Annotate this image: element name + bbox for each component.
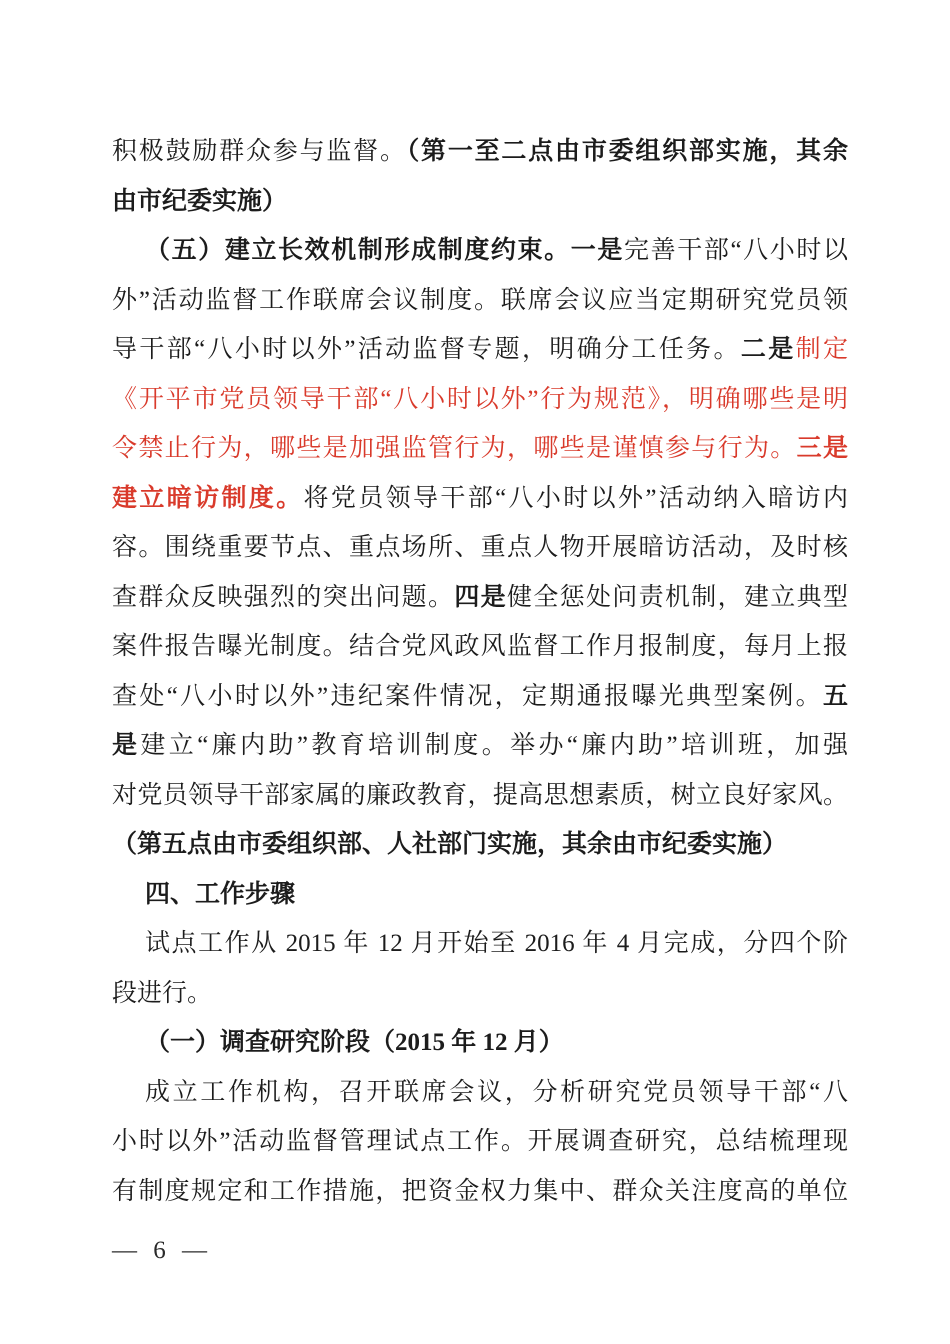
- text-line: [112, 474, 848, 524]
- text-segment: 建立暗访制度。: [112, 484, 304, 512]
- text-segment: 查处“八小时以外”违纪案件情况，定期通报曝光典型案例。: [112, 682, 823, 710]
- text-segment: 小时以外”活动监督管理试点工作。开展调查研究，总结梳理现: [112, 1128, 848, 1155]
- text-segment: 完善干部“八小时以: [624, 237, 848, 264]
- text-segment: 试点工作从 2015 年 12 月开始至 2016 年 4 月完成，分四个阶: [145, 930, 848, 957]
- text-segment: 四、工作步骤: [145, 880, 296, 908]
- text-segment: （第一至二点由市委组织部实施，其余: [406, 137, 848, 165]
- text-line: [112, 127, 848, 177]
- text-segment: 《开平市党员领导干部“八小时以外”行为规范》，明确哪些是明: [112, 385, 848, 413]
- text-segment: 建立“廉内助”教育培训制度。举办“廉内助”培训班，加强: [140, 732, 848, 759]
- text-line: [112, 177, 848, 227]
- text-line: [112, 573, 848, 623]
- text-segment: 成立工作机构，召开联席会议，分析研究党员领导干部“八: [145, 1078, 848, 1106]
- text-line: [112, 622, 848, 672]
- text-segment: 四是: [454, 582, 507, 611]
- text-segment: 一是: [570, 236, 624, 264]
- text-line: [112, 1068, 848, 1118]
- text-segment: 将党员领导干部“八小时以外”活动纳入暗访内: [303, 484, 848, 512]
- text-line: [112, 771, 848, 821]
- text-segment: （第五点由市委组织部、人社部门实施，其余由市纪委实施）: [112, 830, 788, 858]
- text-segment: 积极鼓励群众参与监督。: [112, 138, 407, 165]
- text-segment: 外”活动监督工作联席会议制度。联席会议应当定期研究党员领: [112, 286, 848, 314]
- text-segment: 有制度规定和工作措施，把资金权力集中、群众关注度高的单位: [112, 1177, 848, 1205]
- text-line: [112, 523, 848, 573]
- text-segment: 段进行。: [112, 979, 213, 1007]
- text-segment: 二是: [740, 335, 796, 363]
- text-line: [112, 375, 848, 425]
- text-segment: 三是: [796, 435, 848, 462]
- text-segment: 导干部“八小时以外”活动监督专题，明确分工任务。: [112, 336, 741, 363]
- text-line: [112, 1117, 848, 1167]
- text-line: [112, 1167, 848, 1217]
- text-segment: （五）建立长效机制形成制度约束。: [145, 237, 571, 264]
- text-lines: [112, 127, 848, 1216]
- text-segment: 查群众反映强烈的突出问题。: [112, 583, 455, 611]
- text-line: [112, 276, 848, 326]
- page-number: — 6 —: [112, 1237, 212, 1264]
- text-segment: 令禁止行为，哪些是加强监管行为，哪些是谨慎参与行为。: [112, 435, 797, 462]
- text-line: [112, 721, 848, 771]
- text-segment: 五: [822, 681, 848, 710]
- text-segment: 案件报告曝光制度。结合党风政风监督工作月报制度，每月上报: [112, 633, 848, 660]
- text-segment: 容。围绕重要节点、重点场所、重点人物开展暗访活动，及时核: [112, 534, 848, 561]
- text-line: [112, 226, 848, 276]
- text-line: [112, 919, 848, 969]
- text-line: [112, 672, 848, 722]
- text-line: [112, 1018, 848, 1068]
- text-line: [112, 325, 848, 375]
- text-segment: 制定: [795, 336, 848, 363]
- text-segment: 是: [112, 731, 141, 759]
- text-segment: 由市纪委实施）: [112, 186, 288, 215]
- text-line: [112, 870, 848, 920]
- text-line: [112, 969, 848, 1019]
- text-segment: （一）调查研究阶段（2015 年 12 月）: [145, 1029, 564, 1056]
- text-segment: 对党员领导干部家属的廉政教育，提高思想素质，树立良好家风。: [112, 781, 848, 809]
- text-line: [112, 424, 848, 474]
- text-segment: 健全惩处问责机制，建立典型: [506, 583, 848, 611]
- text-line: [112, 820, 848, 870]
